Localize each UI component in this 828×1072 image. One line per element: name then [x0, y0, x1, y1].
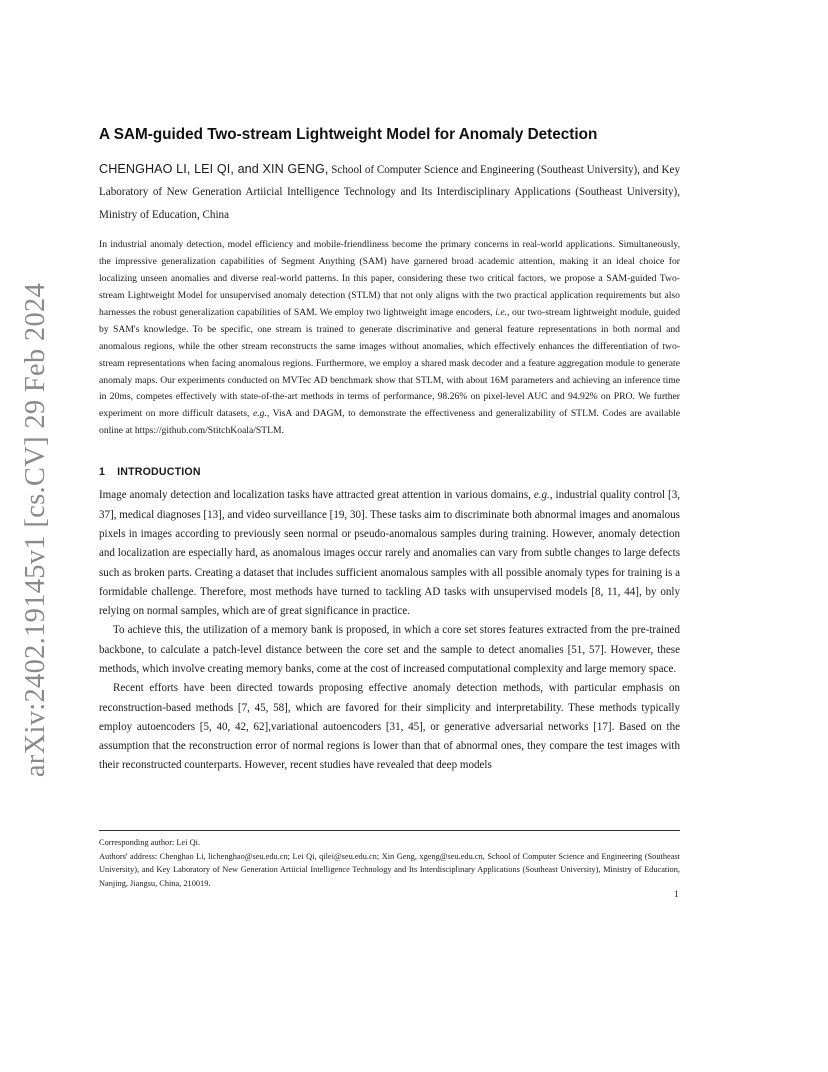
paragraph-text: Image anomaly detection and localization tasks have attracted great attention in various domains,	[99, 489, 531, 502]
section-number: 1	[99, 466, 106, 479]
section-title: INTRODUCTION	[117, 466, 201, 479]
author-affiliation: School of Computer Science and Engineering (Southeast University), and Key Laboratory of New Generation Artiicial Intelligence Technology and Its Interdisciplinary Applications (Southeast University), Ministry of Education, China	[99, 164, 681, 221]
paragraph: Recent efforts have been directed towards proposing effective anomaly detection methods, with particular emphasis on reconstruction-based methods [7, 45, 58], which are favored for their simplicity and interpretability. These methods typically employ autoencoders [5, 40, 42, 62],variational autoencoders [31, 45], or generative adversarial networks [17]. Based on the assumption that the reconstruction error of normal regions is lower than that of abnormal ones, they compare the test images with their reconstructed counterparts. However, recent studies have revealed that deep models	[99, 682, 680, 772]
page-number: 1	[674, 890, 679, 900]
arxiv-identifier-stamp: arXiv:2402.19145v1 [cs.CV] 29 Feb 2024	[20, 282, 51, 778]
abstract-text: , VisA and DAGM, to demonstrate the effectiveness and generalizability of STLM. Codes are available online at https://github.com/StitchKoala/STLM.	[99, 408, 680, 437]
abstract-eg: e.g.	[252, 408, 267, 420]
author-names: CHENGHAO LI, LEI QI, and XIN GENG,	[99, 162, 329, 176]
paragraph-text: , industrial quality control [3, 37], medical diagnoses [13], and video surveillance [19, 30]. These tasks aim to discriminate both abnormal images and anomalous pixels in images according to previously seen normal or pseudo-anomalous samples during training. However, anomaly detection and localization are especially hard, as anomalous images occur rarely and anomalies can vary from subtle changes to large defects such as broken parts. Creating a dataset that includes sufficient anomalous samples with all possible anomaly types for training is a formidable challenge. Therefore, most methods have turned to tackling AD tasks with unsupervised models [8, 11, 44], by only relying on normal samples, which are of great significance in practice.	[99, 489, 680, 618]
abstract	[99, 237, 680, 440]
introduction-body	[99, 486, 680, 775]
paragraph: To achieve this, the utilization of a memory bank is proposed, in which a core set stores features extracted from the pre-trained backbone, to calculate a patch-level distance between the core set and the sample to detect anomalies [51, 57]. However, these methods, which involve creating memory banks, come at the cost of increased computational complexity and large memory space.	[99, 624, 680, 675]
paragraph	[99, 486, 680, 621]
paragraph-eg: e.g.	[533, 489, 550, 502]
section-heading	[99, 466, 680, 478]
paper-title: A SAM-guided Two-stream Lightweight Model for Anomaly Detection	[99, 126, 598, 143]
abstract-ie: i.e.	[495, 306, 507, 318]
author-block	[99, 158, 680, 226]
footnotes	[99, 830, 680, 890]
abstract-text: , our two-stream lightweight module, guided by SAM's knowledge. To be specific, one stream is trained to generate discriminative and general feature representations in both normal and anomalous regions, while the other stream reconstructs the same images without anomalies, which effectively enhances the differentiation of two-stream representations when facing anomalous regions. Furthermore, we employ a shared mask decoder and a feature aggregation module to generate anomaly maps. Our experiments conducted on MVTec AD benchmark show that STLM, with about 16M parameters and achieving an inference time in 20ms, competes effectively with state-of-the-art methods in terms of performance, 98.26% on pixel-level AUC and 94.92% on PRO. We further experiment on more difficult datasets,	[99, 306, 681, 420]
authors-address-note: Authors' address: Chenghao Li, lichenghao@seu.edu.cn; Lei Qi, qilei@seu.edu.cn; Xin Geng, xgeng@seu.edu.cn, School of Computer Science and Engineering (Southeast University), and Key Laboratory of New Generation Artiicial Intelligence Technology and Its Interdisciplinary Applications (Southeast University), Ministry of Education, Nanjing, Jiangsu, China, 210019.	[99, 851, 680, 888]
corresponding-author-note: Corresponding author: Lei Qi.	[99, 838, 201, 847]
abstract-text: In industrial anomaly detection, model efficiency and mobile-friendliness become the primary concerns in real-world applications. Simultaneously, the impressive generalization capabilities of Segment Anything (SAM) have garnered broad academic attention, making it an ideal choice for localizing unseen anomalies and diverse real-world patterns. In this paper, considering these two critical factors, we propose a SAM-guided Two-stream Lightweight Model for unsupervised anomaly detection (STLM) that not only aligns with the two practical application requirements but also harnesses the robust generalization capabilities of SAM. We employ two lightweight image encoders,	[99, 238, 680, 318]
main-content	[99, 122, 680, 776]
